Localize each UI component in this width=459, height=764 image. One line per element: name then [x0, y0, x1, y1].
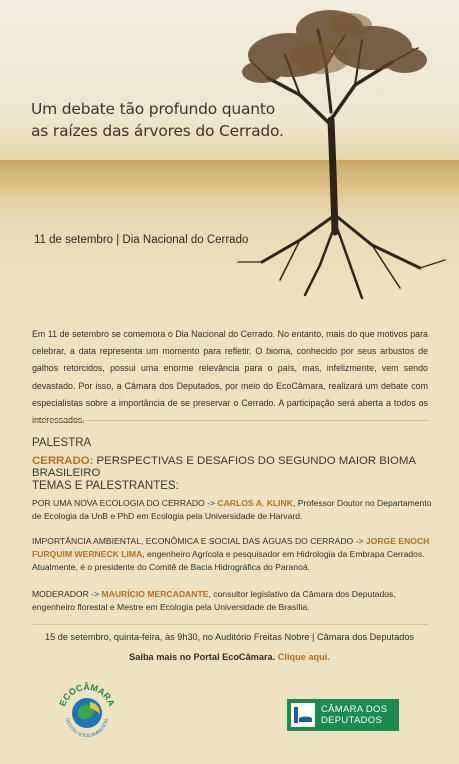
tema-speaker: MAURÍCIO MERCADANTE [101, 589, 209, 599]
temas-label: TEMAS E PALESTRANTES: [32, 480, 179, 492]
event-date-location: 15 de setembro, quinta-feira, às 9h30, no Auditório Freitas Nobre | Câmara dos Deputados [44, 632, 415, 642]
eco-logo-name: ECOCÂMARA [57, 681, 117, 708]
hero-banner [0, 0, 459, 300]
headline-line-2: as raízes das árvores do Cerrado. [31, 122, 284, 140]
intro-paragraph: Em 11 de setembro se comemora o Dia Nacional do Cerrado. No entanto, mais do que motivos para celebrar, a data representa um momento para refletir. O bioma, conhecido por seus arbustos de galhos retorcidos, possui uma enorme relevância para o país, mas, infelizmente, vem sendo devastado. Por isso, a Câmara dos Deputados, por meio do EcoCâmara, realizará um debate com especialistas sobre a importância de se preservar o Cerrado. A participação será aberta a todos os interessados. [32, 328, 428, 425]
tema-details: , consultor legislativo da Câmara dos Deputados, engenheiro florestal e Mestre em Ecologia pela Universidade de Brasília. [32, 589, 396, 612]
ecocamara-logo[interactable] [56, 680, 118, 742]
tema-topic: POR UMA NOVA ECOLOGIA DO CERRADO -> [32, 498, 218, 508]
tema-item-moderator [32, 588, 432, 614]
section-divider [32, 624, 428, 625]
palestra-title-accent: CERRADO: [32, 455, 94, 467]
palestra-title [32, 455, 459, 479]
camara-deputados-logo[interactable] [287, 699, 399, 731]
camara-line-2: DEPUTADOS [321, 715, 383, 726]
tema-topic: IMPORTÂNCIA AMBIENTAL, ECONÔMICA E SOCIAL DAS ÁGUAS DO CERRADO -> [32, 536, 366, 546]
camara-logo-text [321, 704, 387, 726]
cerrado-tree-illustration [0, 0, 459, 300]
eco-logo-tagline: GESTÃO SOCIOAMBIENTAL [65, 717, 109, 739]
more-info-line [0, 652, 459, 662]
tema-speaker: JORGE ENOCH FURQUIM WERNECK LIMA [32, 536, 430, 559]
section-divider [32, 420, 428, 421]
headline [31, 98, 284, 142]
palestra-label: PALESTRA [32, 437, 92, 449]
clique-aqui-link[interactable]: Clique aqui. [277, 652, 330, 662]
camara-building-icon [291, 703, 315, 727]
more-info-text: Saiba mais no Portal EcoCâmara. [129, 652, 278, 662]
tema-details: , engenheiro Agrícola e pesquisador em Hidrologia da Embrapa Cerrados. Atualmente, é o presidente do Comitê de Bacia Hidrográfica do Paranoá. [32, 549, 425, 572]
headline-line-1: Um debate tão profundo quanto [31, 100, 276, 118]
date-line: 11 de setembro | Dia Nacional do Cerrado [34, 234, 249, 246]
tema-topic: MODERADOR -> [32, 589, 102, 599]
camara-line-1: CÂMARA DOS [321, 704, 388, 715]
tema-details: , Professor Doutor no Departamento de Ecologia da UnB e PhD em Ecologia pela Universidade de Harvard. [32, 498, 432, 521]
tema-item-2 [32, 535, 432, 574]
tema-item-1 [32, 497, 432, 523]
tema-speaker: CARLOS A. KLINK [217, 498, 293, 508]
palestra-title-rest: PERSPECTIVAS E DESAFIOS DO SEGUNDO MAIOR BIOMA BRASILEIRO [32, 455, 416, 479]
